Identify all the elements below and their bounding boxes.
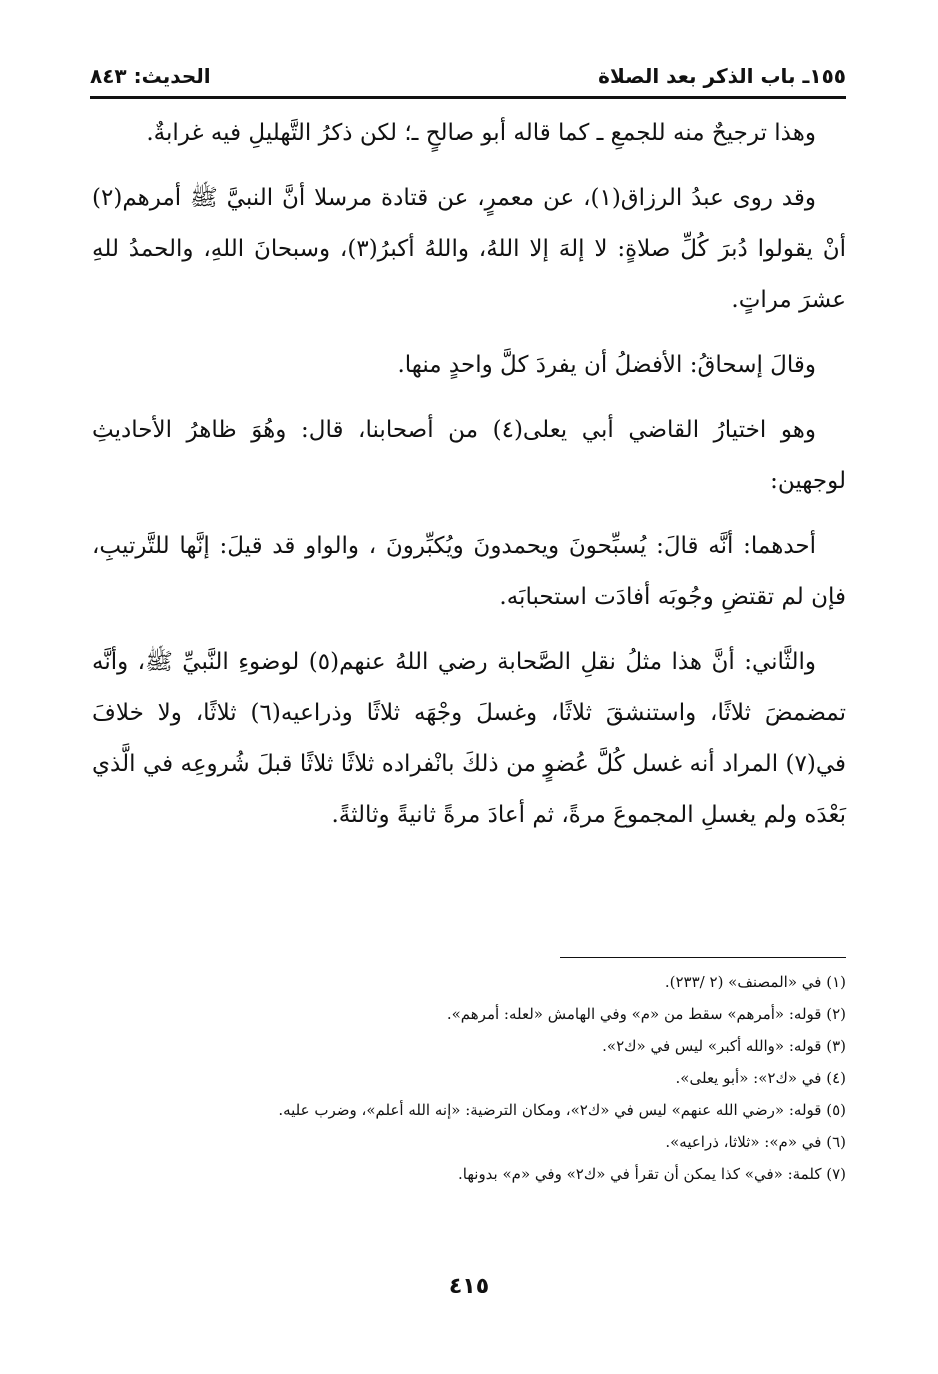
page-number: ٤١٥ bbox=[448, 1274, 490, 1299]
footnote: (٣) قوله: «والله أكبر» ليس في «ك٢». bbox=[602, 1037, 846, 1055]
paragraph: وهذا ترجيحٌ منه للجمعِ ـ كما قاله أبو صالحٍ ـ؛ لكن ذكرُ التَّهليلِ فيه غرابةٌ. bbox=[146, 120, 816, 146]
paragraph: وهو اختيارُ القاضي أبي يعلى(٤) من أصحابنا، قال: وهُوَ ظاهرُ الأحاديثِ لوجهين: bbox=[92, 417, 846, 494]
paragraph: أحدهما: أنَّه قالَ: يُسبِّحونَ ويحمدونَ ويُكبِّرونَ ، والواو قد قيلَ: إنَّها للتَّرتيبِ، فإن لم تقتضِ وجُوبَه أفادَت استحبابَه. bbox=[92, 533, 846, 610]
footnote: (٤) في «ك٢»: «أبو يعلى». bbox=[675, 1069, 846, 1087]
hadith-number: الحديث: ٨٤٣ bbox=[90, 64, 211, 88]
footnote: (٦) في «م»: «ثلاثا، ذراعيه». bbox=[665, 1133, 846, 1151]
paragraph: وقد روى عبدُ الرزاق(١)، عن معمرٍ، عن قتادة مرسلا أنَّ النبيَّ ﷺ أمرهم(٢) أنْ يقولوا دُبرَ كُلِّ صلاةٍ: لا إلهَ إلا اللهُ، واللهُ أكبرُ(٣)، وسبحانَ اللهِ، والحمدُ للهِ عشرَ مراتٍ. bbox=[92, 185, 846, 313]
footnote: (٢) قوله: «أمرهم» سقط من «م» وفي الهامش «لعله: أمرهم». bbox=[446, 1005, 846, 1023]
running-header bbox=[90, 58, 846, 94]
paragraph: وقالَ إسحاقُ: الأفضلُ أن يفردَ كلَّ واحدٍ منها. bbox=[397, 352, 816, 378]
footnote: (٥) قوله: «رضي الله عنهم» ليس في «ك٢»، ومكان الترضية: «إنه الله أعلم»، وضرب عليه. bbox=[278, 1101, 846, 1119]
header-rule bbox=[90, 96, 846, 99]
chapter-title: ١٥٥ـ باب الذكر بعد الصلاة bbox=[598, 64, 846, 88]
main-text bbox=[92, 108, 846, 855]
paragraph: والثَّاني: أنَّ هذا مثلُ نقلِ الصَّحابة رضي اللهُ عنهم(٥) لوضوءِ النَّبيِّ ﷺ، وأنَّه تمضمضَ ثلاثًا، واستنشقَ ثلاثًا، وغسلَ وجْهَه ثلاثًا وذراعيه(٦) ثلاثًا، ولا خلافَ في(٧) المراد أنه غسل كُلَّ عُضوٍ من ذلكَ بانْفراده ثلاثًا ثلاثًا قبلَ شُروعِه في الَّذي بَعْدَه ولم يغسلِ المجموعَ مرةً، ثم أعادَ مرةً ثانيةً وثالثةً. bbox=[92, 649, 846, 828]
footnote: (٧) كلمة: «في» كذا يمكن أن تقرأ في «ك٢» وفي «م» بدونها. bbox=[458, 1165, 846, 1183]
footnotes bbox=[92, 966, 846, 1190]
footnote: (١) في «المصنف» (٢ /٢٣٣). bbox=[664, 973, 846, 991]
footnote-separator bbox=[560, 957, 846, 958]
